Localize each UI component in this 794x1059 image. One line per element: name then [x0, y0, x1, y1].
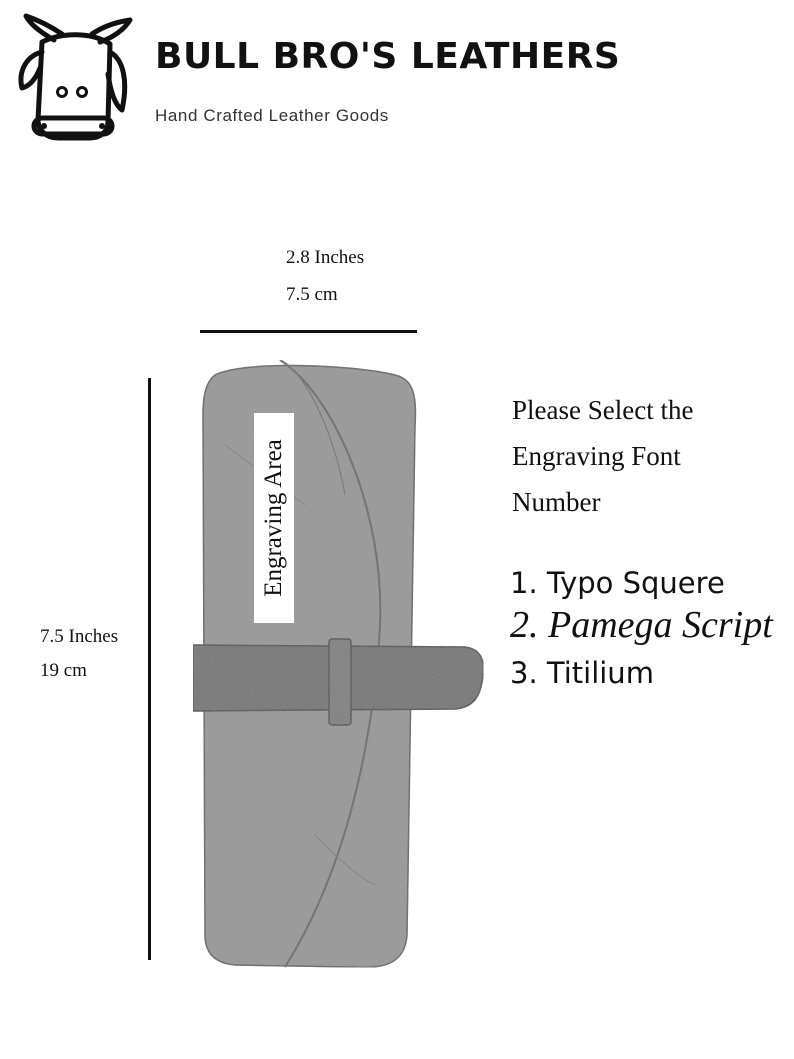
- leather-roll-image: [185, 355, 485, 975]
- height-dimension-line: [148, 378, 151, 960]
- instruction-line-3: Number: [512, 487, 601, 517]
- width-dimension-line: [200, 330, 417, 333]
- brand-tagline: Hand Crafted Leather Goods: [155, 106, 389, 125]
- engraving-area-label: Engraving Area: [260, 439, 287, 597]
- font-option-2: 2. Pamega Script: [510, 604, 773, 646]
- height-cm-label: 19 cm: [40, 660, 87, 681]
- instruction-line-1: Please Select the: [512, 395, 694, 425]
- bull-logo: [12, 12, 137, 147]
- instruction-line-2: Engraving Font: [512, 441, 681, 471]
- width-cm-label: 7.5 cm: [286, 284, 338, 305]
- width-inches-label: 2.8 Inches: [286, 247, 365, 268]
- brand-name: BULL BRO'S LEATHERS: [155, 36, 621, 77]
- font-selection-instructions: [512, 387, 782, 525]
- height-inches-label: 7.5 Inches: [40, 626, 119, 647]
- engraving-area-box: [254, 413, 294, 623]
- font-option-3: 3. Titilium: [510, 656, 654, 690]
- font-option-1: 1. Typo Squere: [510, 566, 725, 600]
